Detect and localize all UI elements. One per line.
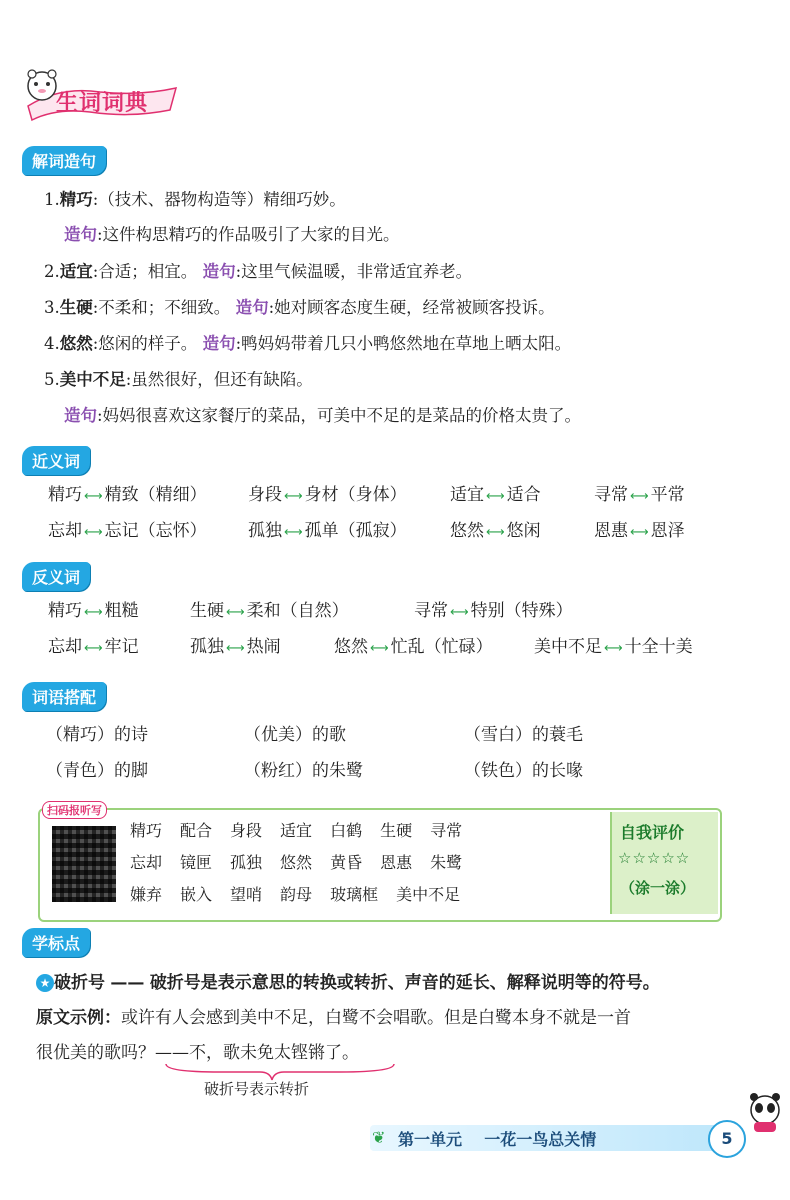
dictation-row: 精巧 配合 身段 适宜 白鹤 生硬 寻常 — [130, 821, 463, 840]
antonym-pair: 孤独 ⟷ 热闹 — [190, 637, 281, 657]
synonym-pair: 精巧 ⟷ 精致（精细） — [48, 485, 207, 505]
double-arrow-icon: ⟷ — [486, 525, 505, 540]
definition-row: 3.生硬:不柔和；不细致。 造句:她对顾客态度生硬，经常被顾客投诉。 — [44, 298, 555, 317]
section-tag-jinyi: 近义词 — [22, 446, 90, 475]
definition-row: 1.精巧:（技术、器物构造等）精细巧妙。 — [44, 190, 346, 209]
double-arrow-icon: ⟷ — [226, 605, 245, 620]
self-eval-title: 自我评价 — [620, 823, 685, 842]
double-arrow-icon: ⟷ — [630, 489, 649, 504]
section-tag-dapei: 词语搭配 — [22, 682, 106, 711]
annotation-text: 破折号表示转折 — [204, 1080, 310, 1098]
double-arrow-icon: ⟷ — [84, 605, 103, 620]
qr-code[interactable] — [52, 826, 116, 902]
antonym-pair: 精巧 ⟷ 粗糙 — [48, 601, 139, 621]
double-arrow-icon: ⟷ — [604, 641, 623, 656]
antonym-pair: 寻常 ⟷ 特别（特殊） — [414, 601, 573, 621]
section-tag-xuebiao: 学标点 — [22, 928, 90, 957]
antonym-pair: 美中不足 ⟷ 十全十美 — [534, 637, 693, 657]
dictation-row: 嫌弃 嵌入 望哨 韵母 玻璃框 美中不足 — [130, 885, 461, 904]
collocation-item: （粉红）的朱鹭 — [244, 761, 363, 781]
double-arrow-icon: ⟷ — [630, 525, 649, 540]
collocation-item: （青色）的脚 — [46, 761, 148, 781]
collocation-item: （精巧）的诗 — [46, 725, 148, 745]
synonym-pair: 忘却 ⟷ 忘记（忘怀） — [48, 521, 207, 541]
antonym-pair: 生硬 ⟷ 柔和（自然） — [190, 601, 349, 621]
double-arrow-icon: ⟷ — [370, 641, 389, 656]
double-arrow-icon: ⟷ — [84, 489, 103, 504]
example-line-2: 很优美的歌吗？——不，歌未免太铿锵了。 — [36, 1043, 359, 1063]
double-arrow-icon: ⟷ — [486, 489, 505, 504]
page-title: 生词词典 — [56, 91, 149, 116]
synonym-pair: 寻常 ⟷ 平常 — [594, 485, 685, 505]
double-arrow-icon: ⟷ — [84, 525, 103, 540]
example-line-1: 原文示例：或许有人会感到美中不足，白鹭不会唱歌。但是白鹭本身不就是一首 — [36, 1008, 631, 1028]
section-tag-jieci: 解词造句 — [22, 146, 106, 175]
example-sentence: 造句:这件构思精巧的作品吸引了大家的目光。 — [64, 225, 400, 244]
leaf-icon: ❦ — [372, 1128, 386, 1147]
synonym-pair: 悠然 ⟷ 悠闲 — [450, 521, 541, 541]
collocation-item: （优美）的歌 — [244, 725, 346, 745]
page-number: 5 — [708, 1120, 746, 1158]
dictation-label: 扫码报听写 — [42, 801, 107, 819]
double-arrow-icon: ⟷ — [284, 525, 303, 540]
self-eval-action: （涂一涂） — [620, 879, 696, 897]
synonym-pair: 恩惠 ⟷ 恩泽 — [594, 521, 685, 541]
synonym-pair: 孤独 ⟷ 孤单（孤寂） — [248, 521, 407, 541]
footer-unit: 第一单元 一花一鸟总关情 — [398, 1130, 597, 1149]
synonym-pair: 适宜 ⟷ 适合 — [450, 485, 541, 505]
double-arrow-icon: ⟷ — [450, 605, 469, 620]
star-icon: ★ — [36, 974, 54, 992]
definition-row: 5.美中不足:虽然很好，但还有缺陷。 — [44, 370, 313, 389]
double-arrow-icon: ⟷ — [284, 489, 303, 504]
double-arrow-icon: ⟷ — [226, 641, 245, 656]
example-sentence: 造句:妈妈很喜欢这家餐厅的菜品，可美中不足的是菜品的价格太贵了。 — [64, 406, 582, 425]
punctuation-definition: ★ 破折号 —— 破折号是表示意思的转换或转折、声音的延长、解释说明等的符号。 — [36, 968, 660, 993]
double-arrow-icon: ⟷ — [84, 641, 103, 656]
definition-row: 2.适宜:合适；相宜。 造句:这里气候温暖，非常适宜养老。 — [44, 262, 473, 281]
collocation-item: （铁色）的长喙 — [464, 761, 583, 781]
dictation-row: 忘却 镜匣 孤独 悠然 黄昏 恩惠 朱鹭 — [130, 853, 463, 872]
section-tag-fanyi: 反义词 — [22, 562, 90, 591]
panda-mascot-icon — [744, 1088, 786, 1136]
antonym-pair: 忘却 ⟷ 牢记 — [48, 637, 139, 657]
antonym-pair: 悠然 ⟷ 忙乱（忙碌） — [334, 637, 493, 657]
definition-row: 4.悠然:悠闲的样子。 造句:鸭妈妈带着几只小鸭悠然地在草地上晒太阳。 — [44, 334, 572, 353]
collocation-item: （雪白）的蓑毛 — [464, 725, 583, 745]
self-eval-stars[interactable]: ☆☆☆☆☆ — [618, 849, 691, 867]
synonym-pair: 身段 ⟷ 身材（身体） — [248, 485, 407, 505]
